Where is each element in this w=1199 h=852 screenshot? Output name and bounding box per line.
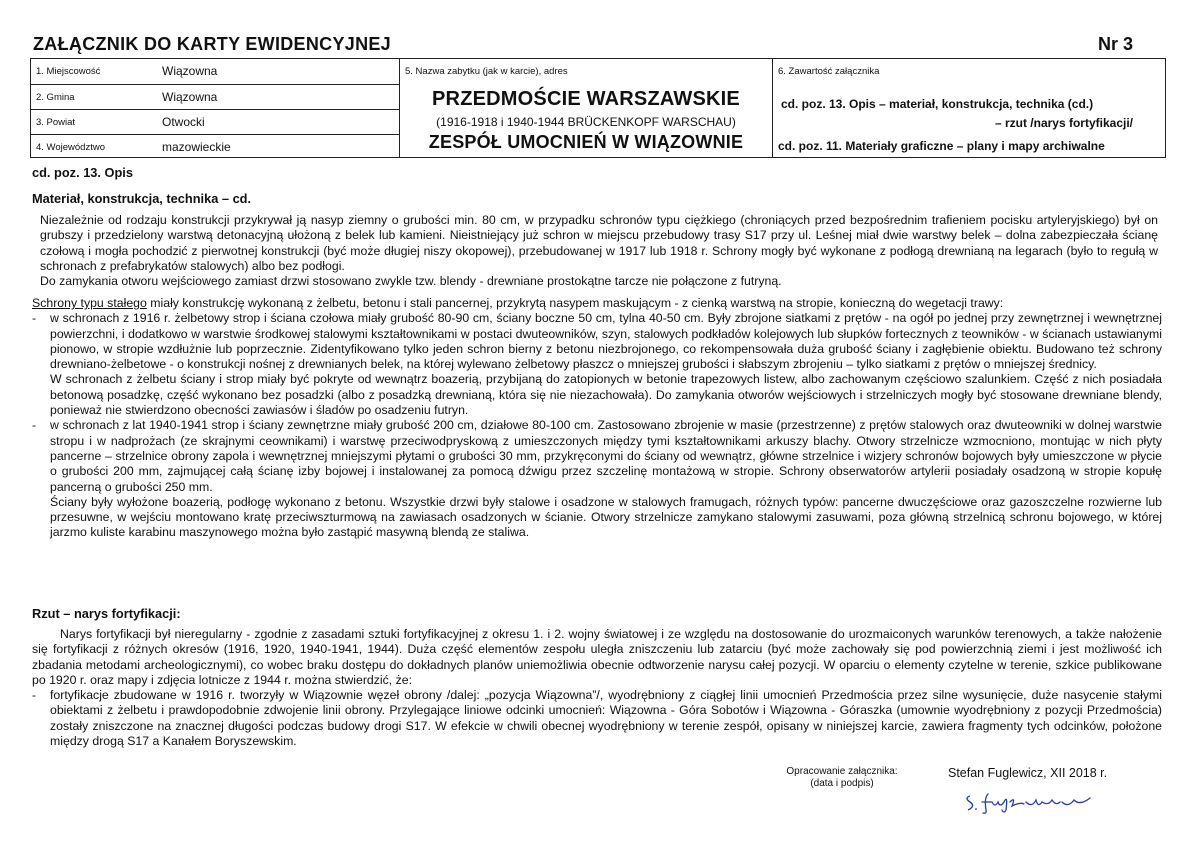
handwritten-signature (962, 788, 1102, 814)
signature-label-line: Opracowanie załącznika: (786, 766, 898, 777)
contents-label: 6. Zawartość załącznika (778, 66, 880, 77)
subsection-heading: Materiał, konstrukcja, technika – cd. (32, 191, 252, 206)
monument-name: PRZEDMOŚCIE WARSZAWSKIE (432, 88, 740, 110)
field-row-town (31, 59, 399, 84)
field-label: 1. Miejscowość (36, 66, 101, 77)
section-heading: cd. poz. 13. Opis (32, 165, 133, 180)
header-table (30, 58, 1166, 158)
paragraph: Narys fortyfikacji był nieregularny - zgodnie z zasadami sztuki fortyfikacyjnej z okresu 1. i 2. wojny światowej i ze względu na dostosowanie do urozmaiconych warunków terenowych, a także nałożenie się fortyfikacji z różnych okresów (1916, 1920, 1940-1941, 1944). Duża część elementów zespołu uległa zniszczeniu lub zatarciu (być może zachowały się pod powierzchnią ziemi i jest możliwość ich zbadania metodami archeologicznymi), co wobec braku dostępu do dokładnych planów uniemożliwia obecnie odtworzenie narysu całej pozycji. W oparciu o elementy czytelne w terenie, szkice publikowane po 1920 r. oraz mapy i zdjęcia lotnicze z 1944 r. można stwierdzić, że: (32, 627, 1162, 687)
list-item-text: Ściany były wyłożone boazerią, podłogę wykonano z betonu. Wszystkie drzwi były stalowe i osadzone w stalowych framugach, różnych typów: pancerne dwuczęściowe oraz gazoszczelne rozwierne lub przesuwne, w wejściu montowano kratę przeciwszturmową na zawiasach osadzonych w ścianie. Otwory strzelnicze zamykano stalowymi zasuwami, poza główną strzelnicą schronu bojowego, w której jarzmo kuliste karabinu maszynowego można było zastąpić masywną blendą ze staliwa. (50, 494, 1162, 540)
paragraph (32, 296, 1162, 311)
document-number: Nr 3 (1098, 34, 1134, 54)
field-row-county (31, 109, 399, 134)
field-label: 4. Województwo (36, 142, 105, 153)
field-row-voivodeship (31, 134, 399, 159)
intro-block (40, 213, 1158, 289)
list-item (32, 418, 1162, 540)
contents-line: cd. poz. 13. Opis – materiał, konstrukcja, technika (cd.) (781, 97, 1094, 111)
outline-heading: Rzut – narys fortyfikacji: (32, 606, 181, 621)
contents-line: – rzut /narys fortyfikacji/ (994, 116, 1133, 130)
field-row-commune (31, 84, 399, 109)
signature-label-line: (data i podpis) (810, 778, 874, 789)
list-item (32, 311, 1162, 418)
monument-complex: ZESPÓŁ UMOCNIEŃ W WIĄZOWNIE (428, 132, 744, 152)
field-label: 3. Powiat (36, 117, 76, 128)
monument-subtitle: (1916-1918 i 1940-1944 BRÜCKENKOPF WARSCHAU) (436, 115, 736, 129)
list-item-text: w schronach z 1916 r. żelbetowy strop i ściana czołowa miały grubość 80-90 cm, ściany boczne 50 cm, tylna 40-50 cm. Były zbrojone siatkami z prętów - na ogół po jednej przy zewnętrznej i wewnętrznej powierzchni, i dodatkowo w warstwie środkowej stalowymi kształtownikami w postaci dwuteowników, szyn, stalowych podkładów kolejowych lub słupków fortecznych z teowników - w ścianach ustawianymi pionowo, w stropie wzdłużnie lub poprzecznie. Zidentyfikowano tylko jeden schron bierny z betonu niezbrojonego, co rekompensowała duża grubość ściany i zagłębienie obiektu. Budowano też schrony drewniano-żelbetowe - o konstrukcji nośnej z drewnianych belek, na której wylewano żelbetowy płaszcz o mniejszej grubości i słabszym zbrojeniu – tylko siatkami z prętów o mniejszej średnicy. (50, 311, 1162, 372)
outline-block (32, 627, 1162, 749)
paragraph: Do zamykania otworu wejściowego zamiast drzwi stosowano zwykle tzw. blendy - drewniane prostokątne tarcze nie połączone z futryną. (40, 274, 782, 289)
bullet-dash: - (32, 418, 37, 433)
list-item-text: W schronach z żelbetu ściany i strop miały być pokryte od wewnątrz boazerią, przybijaną do zatopionych w betonie trapezowych listew, albo zachowanym częściowo szalunkiem. Część z nich posiadała betonową posadzkę, część wykonano bez posadzki (albo z posadzką drewnianą, która się nie niezachowała). Do zamykania otworów wejściowych i strzelniczych mogły być stosowane drewniane blendy, ponieważ nie stwierdzono obecności zawiasów i śladów po osadzeniu futryn. (50, 372, 1162, 418)
monument-label: 5. Nazwa zabytku (jak w karcie), adres (405, 66, 568, 77)
paragraph-text: miały konstrukcję wykonaną z żelbetu, betonu i stali pancernej, przykrytą nasypem maskującym - z cienką warstwą na stropie, konieczną do wegetacji trawy: (146, 296, 1004, 310)
field-value: Otwocki (162, 115, 205, 129)
field-label: 2. Gmina (36, 92, 75, 103)
contents-column (773, 59, 1165, 157)
document-title: ZAŁĄCZNIK DO KARTY EWIDENCYJNEJ (33, 34, 391, 54)
author-date: Stefan Fuglewicz, XII 2018 r. (948, 766, 1108, 780)
list-item (32, 688, 1162, 749)
bullet-dash: - (32, 311, 37, 326)
list-item-text: fortyfikacje zbudowane w 1916 r. tworzyły w Wiązownie węzeł obrony /dalej: „pozycja Wiązowna”/, wyodrębniony z ciągłej linii umocnień Przedmościa przez silne wysunięcie, duże nasycenie stałymi obiektami z żelbetu i prawdopodobnie zdwojenie linii obrony. Przylegające liniowe odcinki umocnień: Wiązowna - Góra Sobotów i Wiązowna - Góraszka (umownie wyodrębniony z pozycji Przedmościa) zostały zniszczone na znacznej długości podczas budowy drogi S17. W efekcie w chwili obecnej wyodrębniony w terenie zespół, opisany w niniejszej karcie, zawiera fragmenty tych odcinków, położone między drogą S17 a Kanałem Boryszewskim. (50, 688, 1162, 749)
signature-label (777, 766, 907, 790)
field-value: Wiązowna (162, 90, 218, 104)
field-value: mazowieckie (162, 140, 231, 154)
underlined-term: Schrony typu stałego (32, 296, 147, 310)
field-value: Wiązowna (162, 64, 218, 78)
paragraph: Niezależnie od rodzaju konstrukcji przykrywał ją nasyp ziemny o grubości min. 80 cm, w przypadku schronów typu ciężkiego (chroniących przed bezpośrednim trafieniem pocisku artyleryjskiego) był on grubszy i przedzielony warstwą detonacyjną ułożoną z belek lub kamieni. Nieistniejący już schron w miejscu przebudowy trasy S17 przy ul. Leśnej miał dwie warstwy belek – dolna zabezpieczała ścianę czołową i mogła pochodzić z pierwotnej konstrukcji (być może długiej niszy okopowej), przebudowanej w 1917 lub 1918 r. Schrony mogły być wykonane z podłogą drewnianą na legarach (było to regułą w schronach z prefabrykatów stalowych) albo bez podłogi. (40, 213, 1158, 273)
contents-line: cd. poz. 11. Materiały graficzne – plany i mapy archiwalne (778, 139, 1105, 153)
monument-column (400, 59, 773, 157)
bullet-dash: - (32, 688, 37, 703)
location-column (31, 59, 400, 157)
permanent-shelters-block (32, 296, 1162, 541)
list-item-text: w schronach z lat 1940-1941 strop i ściany zewnętrzne miały grubość 200 cm, działowe 80-100 cm. Zastosowano zbrojenie w masie (przestrzenne) z prętów stalowych oraz dwuteowniki w dolnej warstwie stropu i w nadprożach (ze skrajnymi ceownikami) i warstwę przeciwodpryskową z umieszczonych między tymi kształtownikami arkuszy blachy. Otwory strzelnicze wzmocniono, montując w nich płyty pancerne – strzelnice obrony zapola i wewnętrznej mniejszymi płytami o grubości 30 mm, przykręconymi do ściany od wewnątrz, główne strzelnice i wizjery schronów bojowych były umieszczone w płycie o grubości 200 mm, zajmującej całą ścianę izby bojowej i instalowanej za pomocą dźwigu przez szczelinę montażową w stropie. Schrony obserwatorów artylerii posiadały osadzoną w stropie kopułę pancerną o grubości 250 mm. (50, 418, 1162, 494)
